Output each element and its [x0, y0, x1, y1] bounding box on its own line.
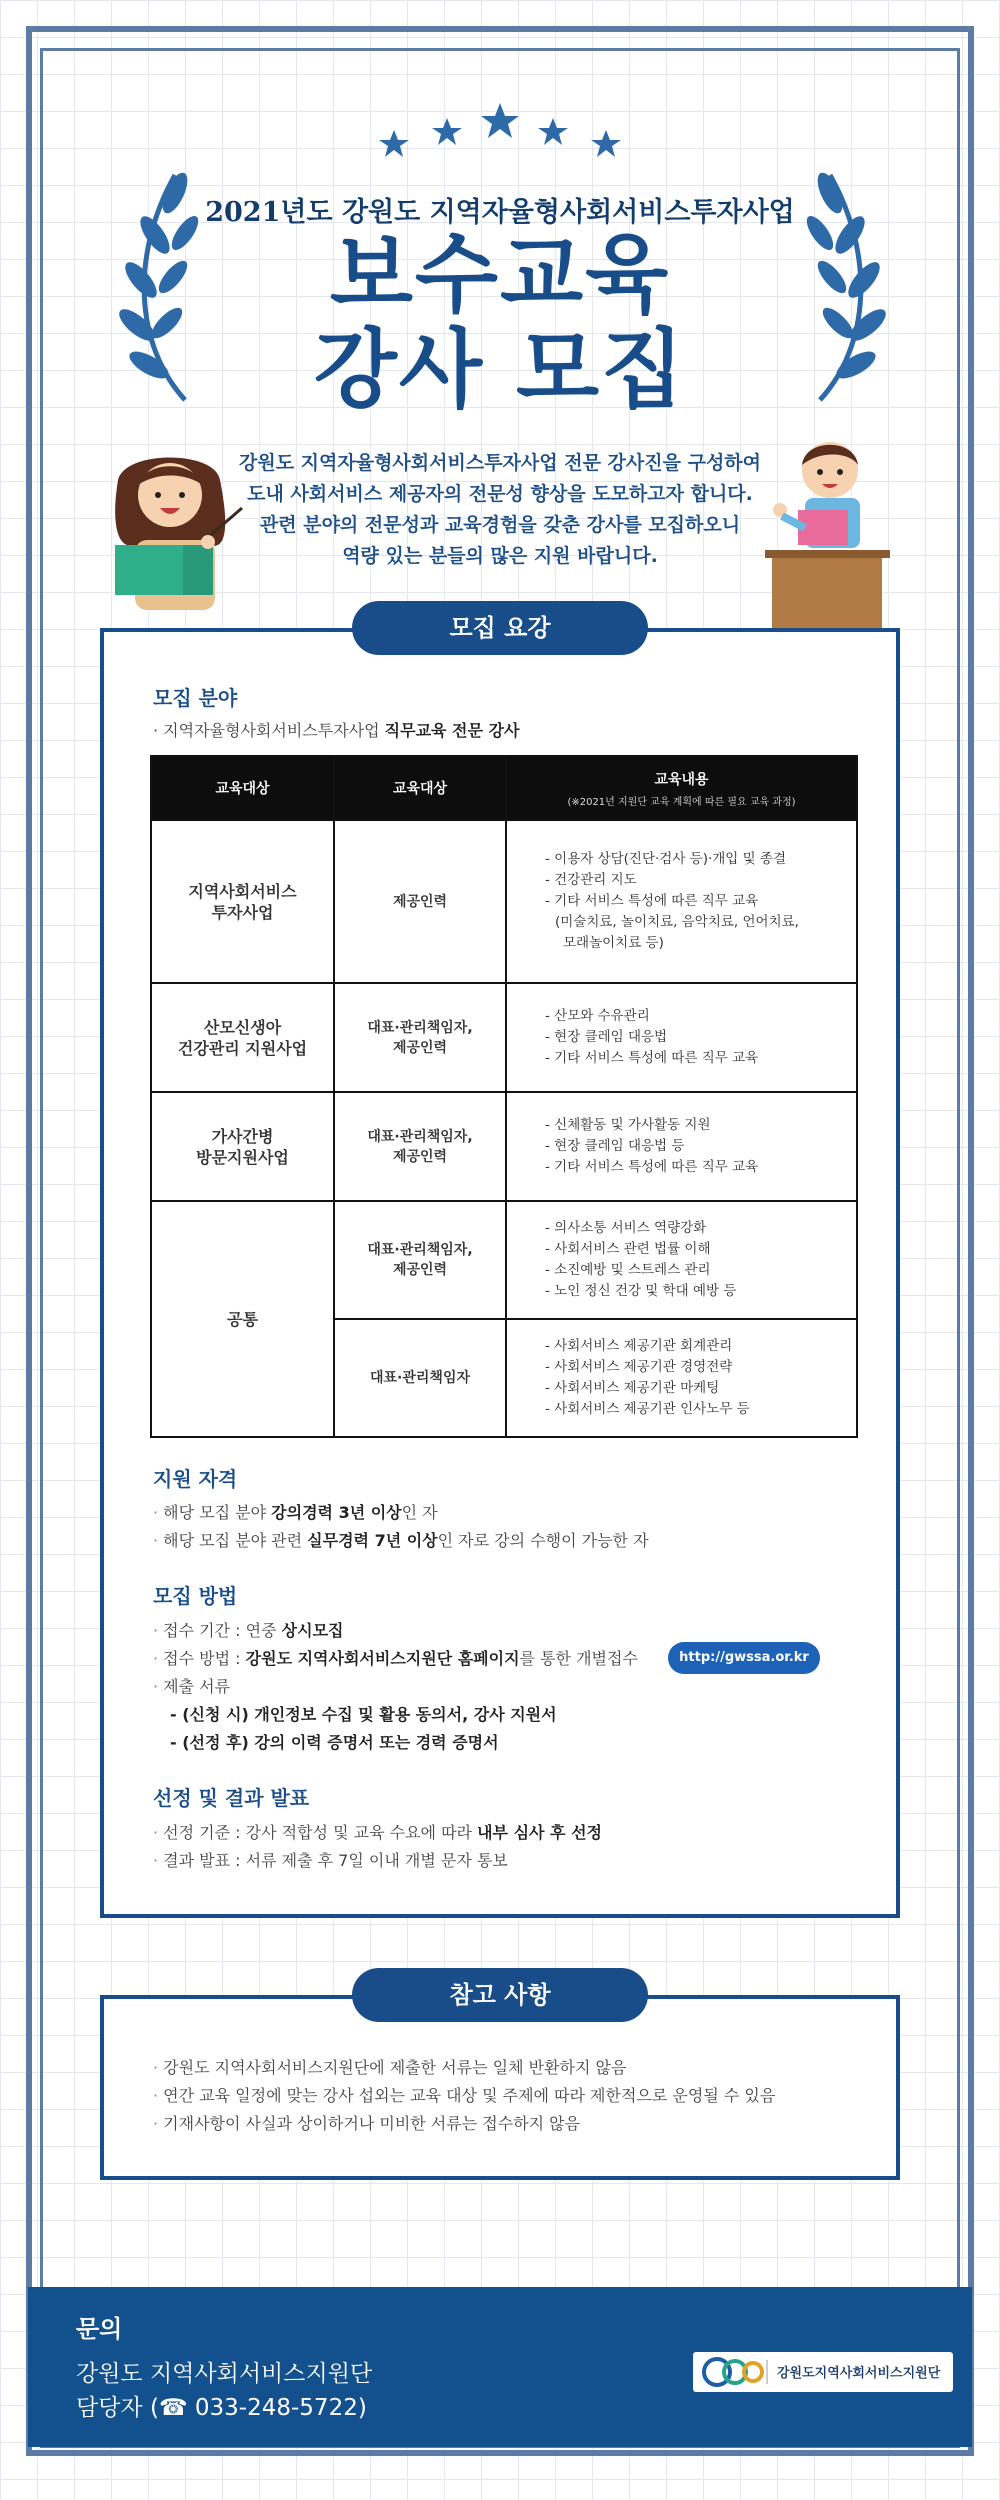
- content-line: 모래놀이치료 등): [563, 935, 664, 951]
- content-cell: [506, 983, 857, 1092]
- method-title: 모집 방법: [153, 1584, 238, 1608]
- text-bold: 실무경력 7년 이상: [307, 1531, 438, 1550]
- table-header: 교육대상: [334, 756, 506, 820]
- text: 접수 방법 :: [163, 1649, 246, 1668]
- category-text: 공통: [227, 1309, 258, 1329]
- category-cell: [151, 983, 334, 1092]
- content-line: - 소진예방 및 스트레스 관리: [545, 1262, 711, 1278]
- content-line: - 산모와 수유관리: [545, 1008, 650, 1024]
- text: 결과 발표 : 서류 제출 후 7일 이내 개별 문자 통보: [163, 1851, 508, 1870]
- title-line-2: 강사 모집: [313, 320, 687, 420]
- selection-title: 선정 및 결과 발표: [153, 1786, 310, 1810]
- method-line: · 접수 방법 : 강원도 지역사회서비스지원단 홈페이지를 통한 개별접수: [153, 1649, 638, 1668]
- star-icon: [538, 118, 568, 145]
- target-cell: [334, 820, 506, 983]
- text-bold: 상시모집: [281, 1621, 344, 1640]
- target-text: 제공인력: [392, 893, 448, 910]
- notes-badge: 참고 사항: [352, 1968, 648, 2022]
- table-header-label: 교육내용: [654, 771, 709, 788]
- content-line: (미술치료, 놀이치료, 음악치료, 언어치료,: [555, 914, 799, 930]
- content-line: - 사회서비스 제공기관 경영전략: [545, 1359, 733, 1375]
- text-bold: 강의경력 3년 이상: [271, 1503, 402, 1522]
- logo-mark-icon: [701, 2356, 773, 2388]
- field-line: [153, 718, 519, 741]
- field-title: 모집 분야: [153, 686, 238, 710]
- category-text: 가사간병: [211, 1126, 274, 1146]
- intro-line: 강원도 지역자율형사회서비스투자사업 전문 강사진을 구성하여: [238, 452, 762, 474]
- education-table: [150, 755, 858, 1438]
- target-text: 대표·관리책임자,: [367, 1242, 473, 1258]
- contact-title: 문의: [76, 2315, 123, 2343]
- category-text: 투자사업: [211, 902, 274, 922]
- text: 해당 모집 분야: [163, 1503, 272, 1522]
- recruitment-badge: 모집 요강: [352, 601, 648, 655]
- stars-decoration: [370, 100, 630, 170]
- content-line: - 이용자 상담(진단·검사 등)·개입 및 종결: [545, 851, 787, 867]
- note-item: · 연간 교육 일정에 맞는 강사 섭외는 교육 대상 및 주제에 따라 제한적으로 운영될 수 있음: [153, 2086, 776, 2105]
- category-text: 방문지원사업: [196, 1147, 289, 1167]
- qualification-line: · 해당 모집 분야 관련 실무경력 7년 이상인 자로 강의 수행이 가능한 자: [153, 1531, 649, 1550]
- student-illustration-icon: [760, 430, 895, 635]
- header-subtitle: 2021년도 강원도 지역자율형사회서비스투자사업: [205, 197, 795, 228]
- content-line: - 의사소통 서비스 역량강화: [545, 1220, 707, 1236]
- text-bold: 내부 심사 후 선정: [477, 1823, 602, 1842]
- note-item: · 강원도 지역사회서비스지원단에 제출한 서류는 일체 반환하지 않음: [153, 2058, 627, 2077]
- target-cell: [334, 1092, 506, 1201]
- content-line: - 노인 정신 건강 및 학대 예방 등: [545, 1283, 737, 1299]
- category-text: 산모신생아: [203, 1017, 282, 1037]
- content-cell: [506, 820, 857, 983]
- selection-line: · 결과 발표 : 서류 제출 후 7일 이내 개별 문자 통보: [153, 1851, 508, 1870]
- contact-footer: [28, 2287, 972, 2447]
- target-cell: [334, 1201, 506, 1319]
- category-cell: [151, 820, 334, 983]
- content-cell: [506, 1319, 857, 1437]
- content-line: - 기타 서비스 특성에 따른 직무 교육: [545, 1159, 759, 1175]
- selection-line: · 선정 기준 : 강사 적합성 및 교육 수요에 따라 내부 심사 후 선정: [153, 1823, 602, 1842]
- text: 인 자: [401, 1503, 438, 1522]
- table-row: [151, 1092, 857, 1201]
- target-text: 제공인력: [392, 1039, 448, 1056]
- target-cell: [334, 1319, 506, 1437]
- star-icon: [432, 118, 462, 145]
- table-header-row: [151, 756, 857, 820]
- content-line: - 사회서비스 관련 법률 이해: [545, 1241, 711, 1257]
- intro-line: 역량 있는 분들의 많은 지원 바랍니다.: [342, 545, 658, 567]
- text: 기재사항이 사실과 상이하거나 미비한 서류는 접수하지 않음: [163, 2114, 581, 2133]
- content-line: - 기타 서비스 특성에 따른 직무 교육: [545, 1050, 759, 1066]
- logo-text: 강원도지역사회서비스지원단: [777, 2366, 941, 2381]
- content-cell: [506, 1092, 857, 1201]
- category-cell: [151, 1201, 334, 1437]
- text: 접수 기간 : 연중: [163, 1621, 282, 1640]
- text: 해당 모집 분야 관련: [163, 1531, 308, 1550]
- category-cell: [151, 1092, 334, 1201]
- table-header-content: [506, 756, 857, 820]
- star-icon: [481, 103, 519, 138]
- content-line: - 건강관리 지도: [545, 872, 637, 888]
- category-text: 지역사회서비스: [188, 881, 297, 901]
- method-line: · 접수 기간 : 연중 상시모집: [153, 1621, 344, 1640]
- qualification-line: · 해당 모집 분야 강의경력 3년 이상인 자: [153, 1503, 438, 1522]
- target-text: 대표·관리책임자: [370, 1370, 470, 1386]
- document-line: - (선정 후) 강의 이력 증명서 또는 경력 증명서: [170, 1733, 499, 1752]
- content-line: - 현장 클레임 대응법: [545, 1029, 668, 1045]
- target-cell: [334, 983, 506, 1092]
- content-line: - 사회서비스 제공기관 인사노무 등: [545, 1401, 750, 1417]
- text: 연간 교육 일정에 맞는 강사 섭외는 교육 대상 및 주제에 따라 제한적으로 운영될 수 있음: [163, 2086, 776, 2105]
- target-text: 대표·관리책임자,: [367, 1019, 473, 1036]
- method-line: · 제출 서류: [153, 1677, 231, 1696]
- content-cell: [506, 1201, 857, 1319]
- content-line: - 사회서비스 제공기관 마케팅: [545, 1380, 720, 1396]
- target-text: 제공인력: [392, 1262, 448, 1278]
- star-icon: [379, 130, 409, 157]
- category-text: 건강관리 지원사업: [177, 1038, 308, 1058]
- field-bold: 직무교육 전문 강사: [384, 721, 520, 740]
- intro-line: 관련 분야의 전문성과 교육경험을 갖춘 강사를 모집하오니: [259, 514, 741, 536]
- content-line: - 사회서비스 제공기관 회계관리: [545, 1338, 733, 1354]
- target-text: 제공인력: [392, 1148, 448, 1165]
- target-text: 대표·관리책임자,: [367, 1128, 473, 1145]
- title-line-1: 보수교육: [329, 225, 671, 325]
- content-line: - 기타 서비스 특성에 따른 직무 교육: [545, 893, 759, 909]
- content-line: - 현장 클레임 대응법 등: [545, 1138, 685, 1154]
- text: 인 자로 강의 수행이 가능한 자: [437, 1531, 649, 1550]
- text: 를 통한 개별접수: [519, 1649, 638, 1668]
- document-line: - (신청 시) 개인정보 수집 및 활용 동의서, 강사 지원서: [170, 1705, 557, 1724]
- text: 제출 서류: [163, 1677, 231, 1696]
- qualification-title: 지원 자격: [153, 1467, 238, 1491]
- table-row: [151, 1201, 857, 1319]
- text: 선정 기준 : 강사 적합성 및 교육 수요에 따라: [163, 1823, 478, 1842]
- intro-line: 도내 사회서비스 제공자의 전문성 향상을 도모하고자 합니다.: [247, 483, 753, 505]
- table-row: [151, 983, 857, 1092]
- page-title: [0, 225, 1000, 420]
- field-prefix: · 지역자율형사회서비스투자사업: [153, 721, 385, 740]
- table-header: 교육대상: [151, 756, 334, 820]
- note-item: · 기재사항이 사실과 상이하거나 미비한 서류는 접수하지 않음: [153, 2114, 581, 2133]
- contact-phone: 담당자 (☎ 033-248-5722): [76, 2395, 367, 2421]
- table-row: [151, 820, 857, 983]
- contact-org: 강원도 지역사회서비스지원단: [76, 2361, 373, 2387]
- teacher-illustration-icon: [90, 440, 250, 615]
- text: 강원도 지역사회서비스지원단에 제출한 서류는 일체 반환하지 않음: [163, 2058, 627, 2077]
- organization-logo: [693, 2352, 953, 2392]
- table-header-note: (※2021년 지원단 교육 계획에 따른 필요 교육 과정): [567, 796, 796, 808]
- content-line: - 신체활동 및 가사활동 지원: [545, 1117, 711, 1133]
- star-icon: [591, 130, 621, 157]
- homepage-link[interactable]: http://gwssa.or.kr: [668, 1642, 820, 1674]
- text-bold: 강원도 지역사회서비스지원단 홈페이지: [245, 1649, 520, 1668]
